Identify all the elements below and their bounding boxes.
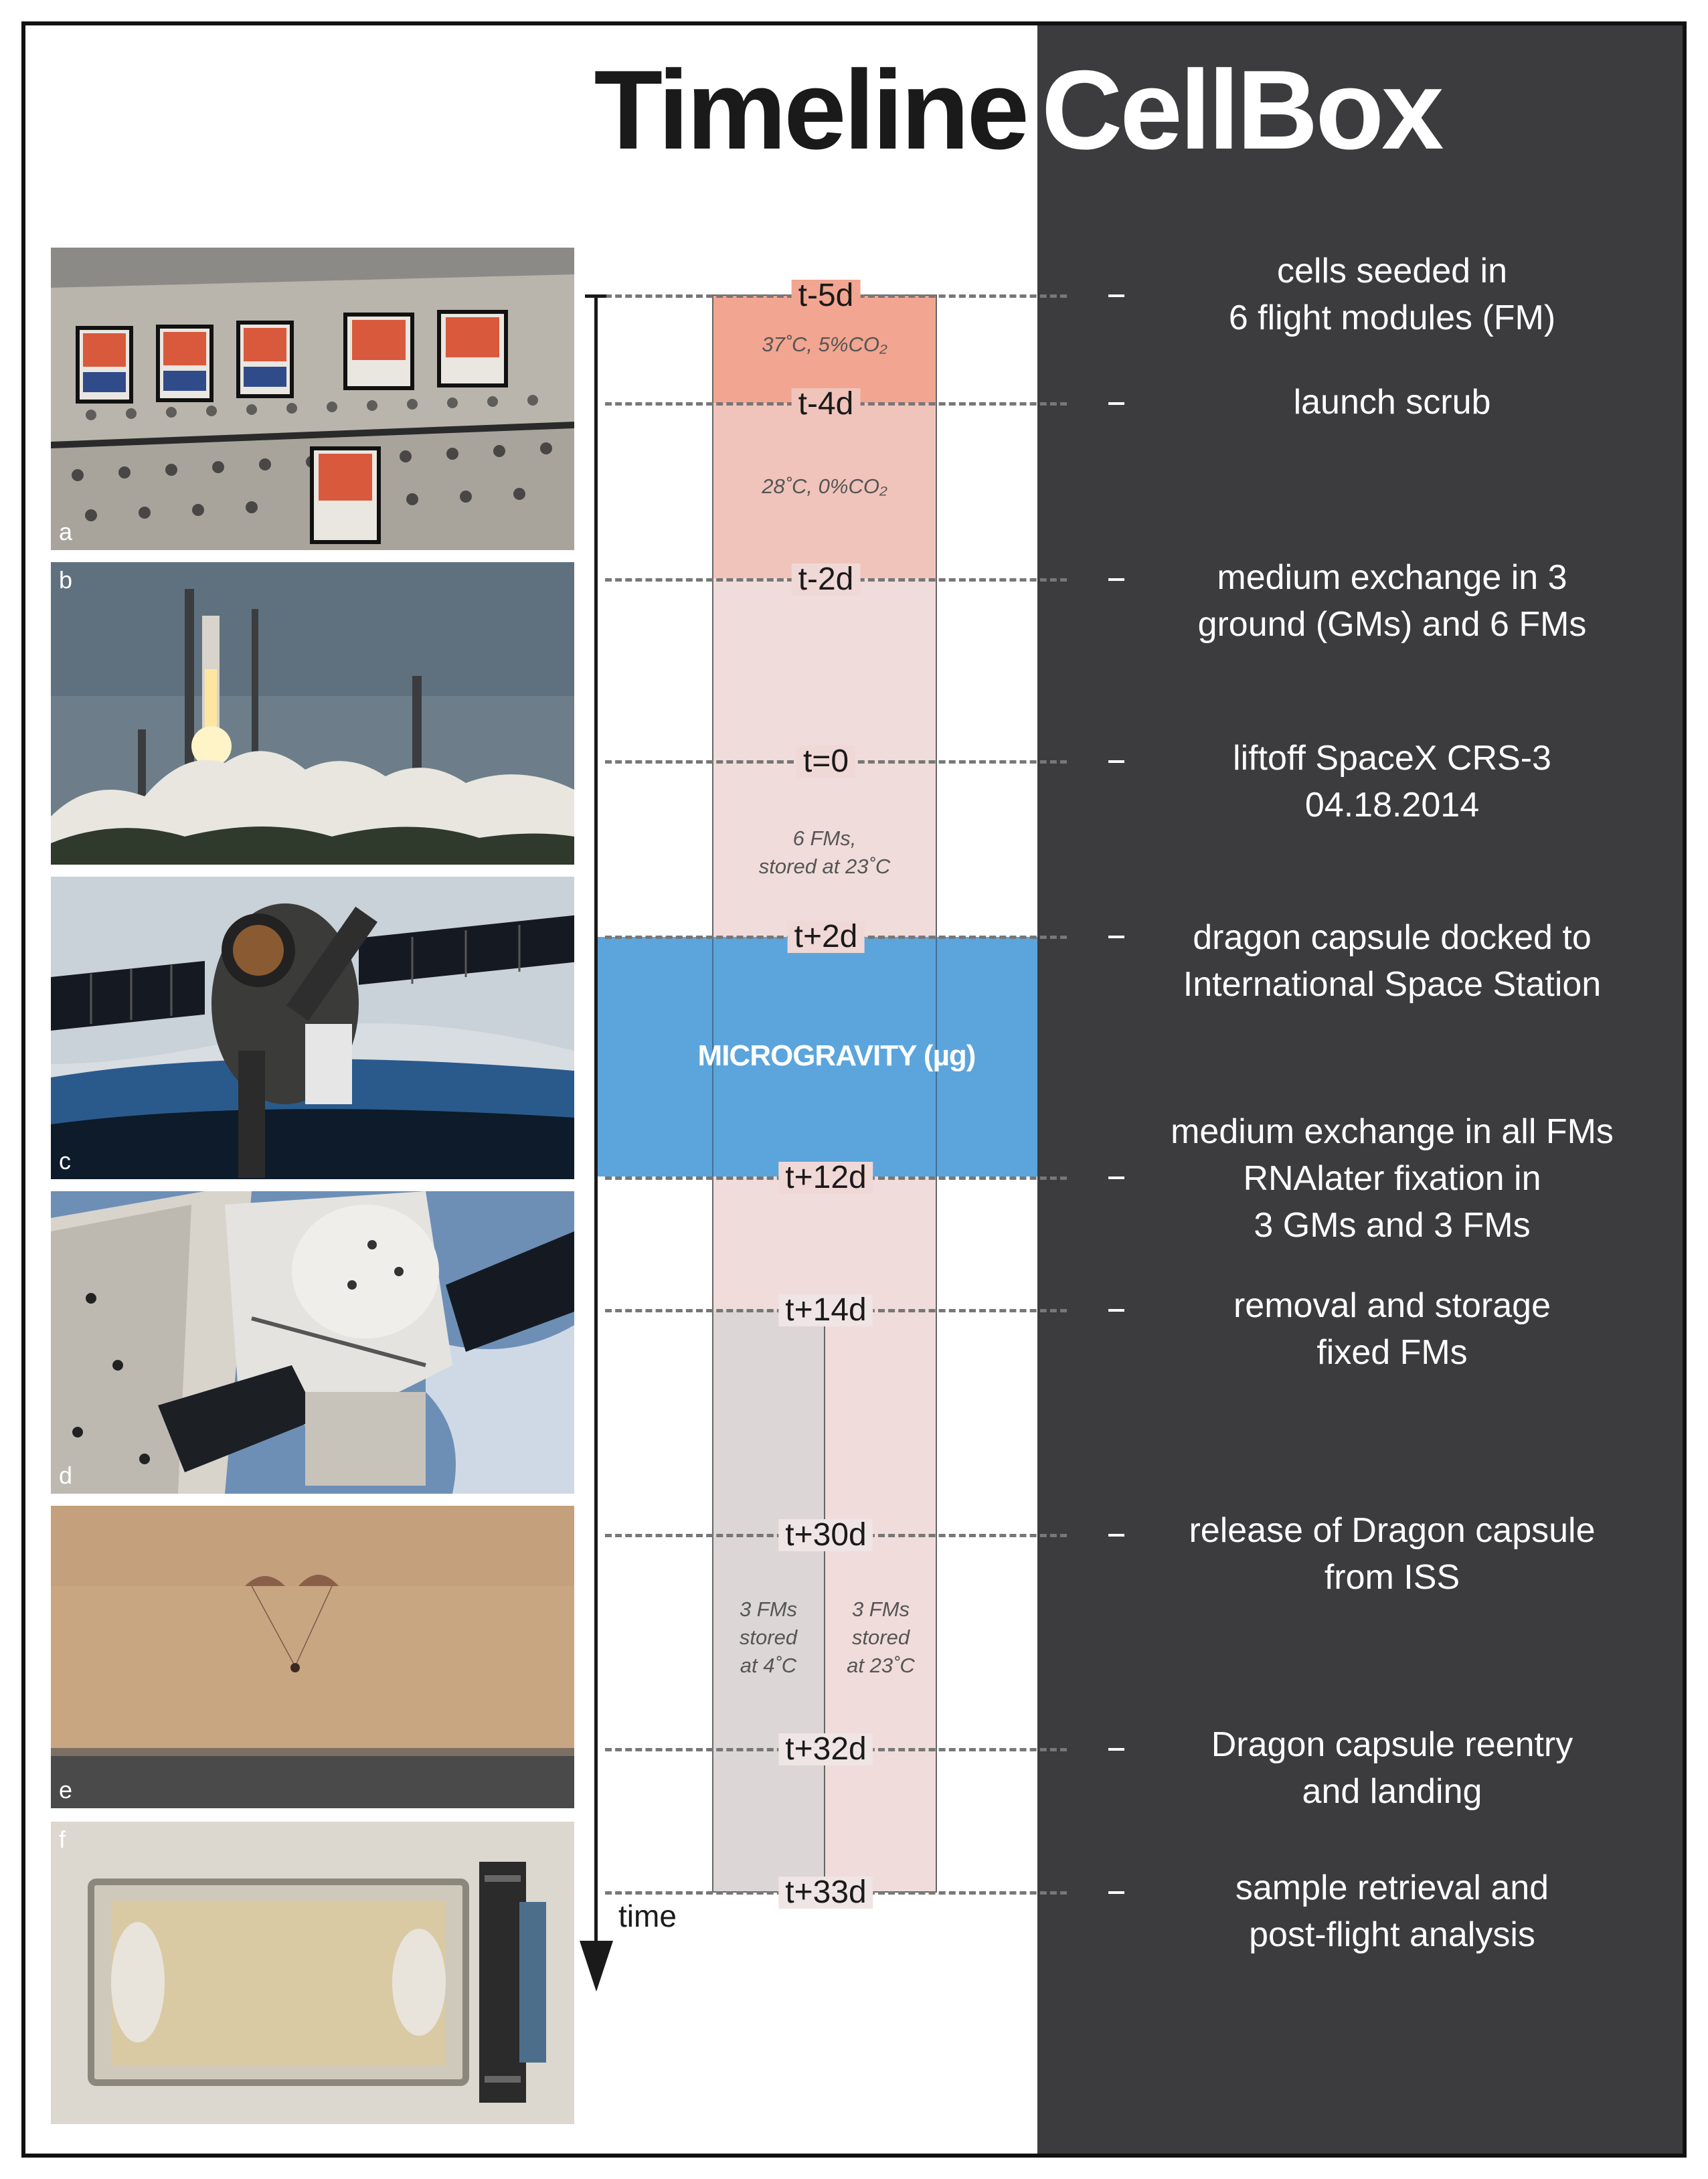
- photo-c: [51, 877, 574, 1179]
- photo-label-a: a: [59, 518, 73, 545]
- tick-t+30d: t+30d: [778, 1519, 873, 1551]
- time-axis-arrowhead: [580, 1941, 613, 1992]
- event-reentry: Dragon capsule reentry and landing: [1211, 1725, 1573, 1811]
- photo-label-e: e: [59, 1776, 73, 1804]
- condition-pre-launch: 28˚C, 0%CO₂: [762, 474, 887, 498]
- photo-a: [51, 248, 574, 550]
- title-cellbox: CellBox: [1041, 47, 1442, 173]
- event-medium-exchange-fixation: medium exchange in all FMs RNAlater fixation in 3 GMs and 3 FMs: [1171, 1112, 1614, 1245]
- tick-t-2d: t-2d: [792, 563, 861, 596]
- condition-warm-storage: 3 FMs stored at 23˚C: [847, 1597, 915, 1677]
- event-retrieval: sample retrieval and post-flight analysis: [1235, 1868, 1549, 1954]
- photo-label-f: f: [59, 1826, 66, 1853]
- event-docked: dragon capsule docked to International Space Station: [1183, 918, 1602, 1004]
- time-axis-start-cap: [585, 294, 606, 298]
- title-timeline: Timeline: [594, 47, 1027, 173]
- photo-e: [51, 1506, 574, 1808]
- condition-transport: 6 FMs, stored at 23˚C: [758, 826, 891, 878]
- tick-t+33d: t+33d: [778, 1877, 873, 1909]
- photo-b: [51, 562, 574, 865]
- time-axis-label: time: [618, 1899, 677, 1933]
- photo-f: [51, 1822, 574, 2124]
- photo-d: [51, 1191, 574, 1494]
- event-release: release of Dragon capsule from ISS: [1189, 1511, 1596, 1597]
- event-medium-exchange-1: medium exchange in 3 ground (GMs) and 6 FMs: [1197, 558, 1587, 644]
- tick-t+2d: t+2d: [788, 921, 865, 953]
- tick-t-4d: t-4d: [792, 388, 861, 420]
- tick-t+12d: t+12d: [778, 1162, 873, 1194]
- tick-t+14d: t+14d: [778, 1294, 873, 1326]
- condition-seeding: 37˚C, 5%CO₂: [762, 333, 887, 356]
- event-cells-seeded: cells seeded in 6 flight modules (FM): [1228, 252, 1556, 337]
- photo-label-c: c: [59, 1147, 71, 1174]
- event-removal-storage: removal and storage fixed FMs: [1233, 1286, 1551, 1372]
- microgravity-label: MICROGRAVITY (µg): [697, 1039, 976, 1072]
- photo-label-b: b: [59, 566, 73, 594]
- tick-t0: t=0: [796, 746, 855, 778]
- tick-t+32d: t+32d: [778, 1733, 873, 1765]
- tick-t-5d: t-5d: [792, 280, 861, 312]
- time-axis: [594, 294, 598, 1961]
- event-launch-scrub: launch scrub: [1293, 383, 1491, 422]
- photo-label-d: d: [59, 1462, 73, 1489]
- event-liftoff: liftoff SpaceX CRS-3 04.18.2014: [1233, 739, 1551, 824]
- condition-cold-storage: 3 FMs stored at 4˚C: [739, 1597, 798, 1677]
